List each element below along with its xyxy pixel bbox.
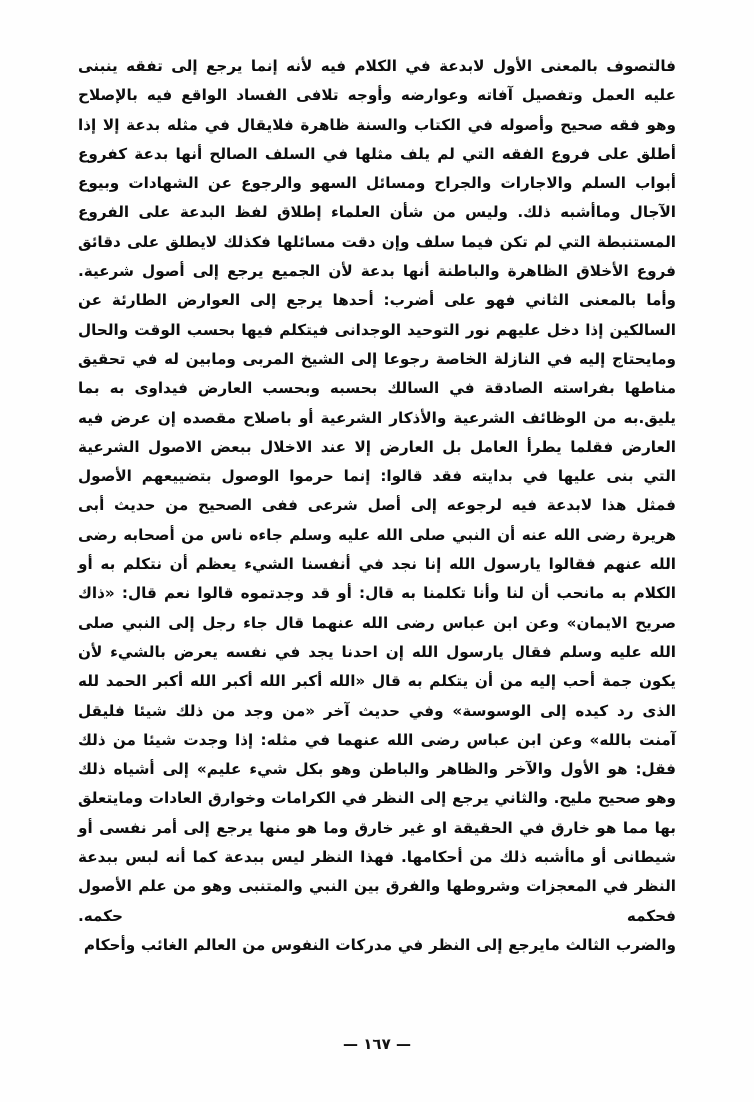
paragraph-1: فالتصوف بالمعنى الأول لابدعة في الكلام فيه لأنه إنما يرجع إلى تفقه ينبنى عليه العمل وتفصيل آفاته وعوارضه وأوجه تلافى الفساد الواقع فيه بالإصلاح وهو فقه صحيح وأصوله في الكتاب والسنة ظاهرة فلايقال في مثله بدعة إلا إذا أطلق على فروع الفقه التي لم يلف مثلها في السلف الصالح أنها بدعة كفروع أبواب السلم والاجارات والجراح ومسائل السهو والرجوع عن الشهادات وبيوع الآجال وماأشبه ذلك. وليس من شأن العلماء إطلاق لفظ البدعة على الفروع المستنبطة التي لم تكن فيما سلف وإن دقت مسائلها فكذلك لايطلق على دقائق فروع الأخلاق الظاهرة والباطنة أنها بدعة لأن الجميع يرجع إلى أصول شرعية. وأما بالمعنى الثاني فهو على أضرب: أحدها يرجع إلى العوارض الطارئة عن السالكين إذا دخل عليهم نور التوحيد الوجدانى فيتكلم فيها بحسب الوقت والحال ومايحتاج إليه في النازلة الخاصة رجوعا إلى الشيخ المربى ومابين له في تحقيق مناطها بفراسته الصادقة في السالك بحسبه وبحسب العارض فيداوى به بما يليق.به من الوظائف الشرعية والأذكار الشرعية أو باصلاح مقصده إن عرض فيه العارض فقلما يطرأ العامل بل العارض إلا عند الاخلال ببعض الاصول الشرعية التي بنى عليها في بدايته فقد قالوا: إنما حرموا الوصول بتضييعهم الأصول فمثل هذا لابدعة فيه لرجوعه إلى أصل شرعى ففى الصحيح من حديث أبى هريرة رضى الله عنه أن النبي صلى الله عليه وسلم جاءه ناس من أصحابه رضى الله عنهم فقالوا يارسول الله إنا نجد في أنفسنا الشيء يعظم أن نتكلم به أو الكلام به مانحب أن لنا وأنا تكلمنا به قال: أو قد وجدتموه قالوا نعم قال: «ذاك صريح الايمان» وعن ابن عباس رضى الله عنهما قال جاء رجل إلى النبي صلى الله عليه وسلم فقال يارسول الله إن احدنا يجد في نفسه يعرض بالشيء لأن يكون جمة أحب إليه من أن يتكلم به قال «الله أكبر الله أكبر الله أكبر الحمد لله الذى رد كيده إلى الوسوسة» وفي حديث آخر «من وجد من ذلك شيئا فليقل آمنت بالله» وعن ابن عباس رضى الله عنهما في مثله: إذا وجدت شيئا من ذلك فقل: هو الأول والآخر والظاهر والباطن وهو بكل شيء عليم» إلى أشياه ذلك وهو صحيح مليح. والثاني يرجع إلى النظر في الكرامات وخوارق العادات ومايتعلق بها مما هو خارق في الحقيقة او غير خارق وما هو منها يرجع إلى أمر نفسى أو شيطانى أو ماأشبه ذلك من أحكامها. فهذا النظر ليس ببدعة كما أنه لبس ببدعة النظر في المعجزات وشروطها والفرق بين النبي والمتنبى وهو من علم الأصول فحكمه حكمه. (78, 57, 676, 925)
paragraph-2: والضرب الثالث مايرجع إلى النظر في مدركات النفوس من العالم الغائب وأحكام (83, 935, 676, 954)
page-number: — ١٦٧ — (343, 1035, 411, 1053)
body-text (78, 52, 676, 960)
